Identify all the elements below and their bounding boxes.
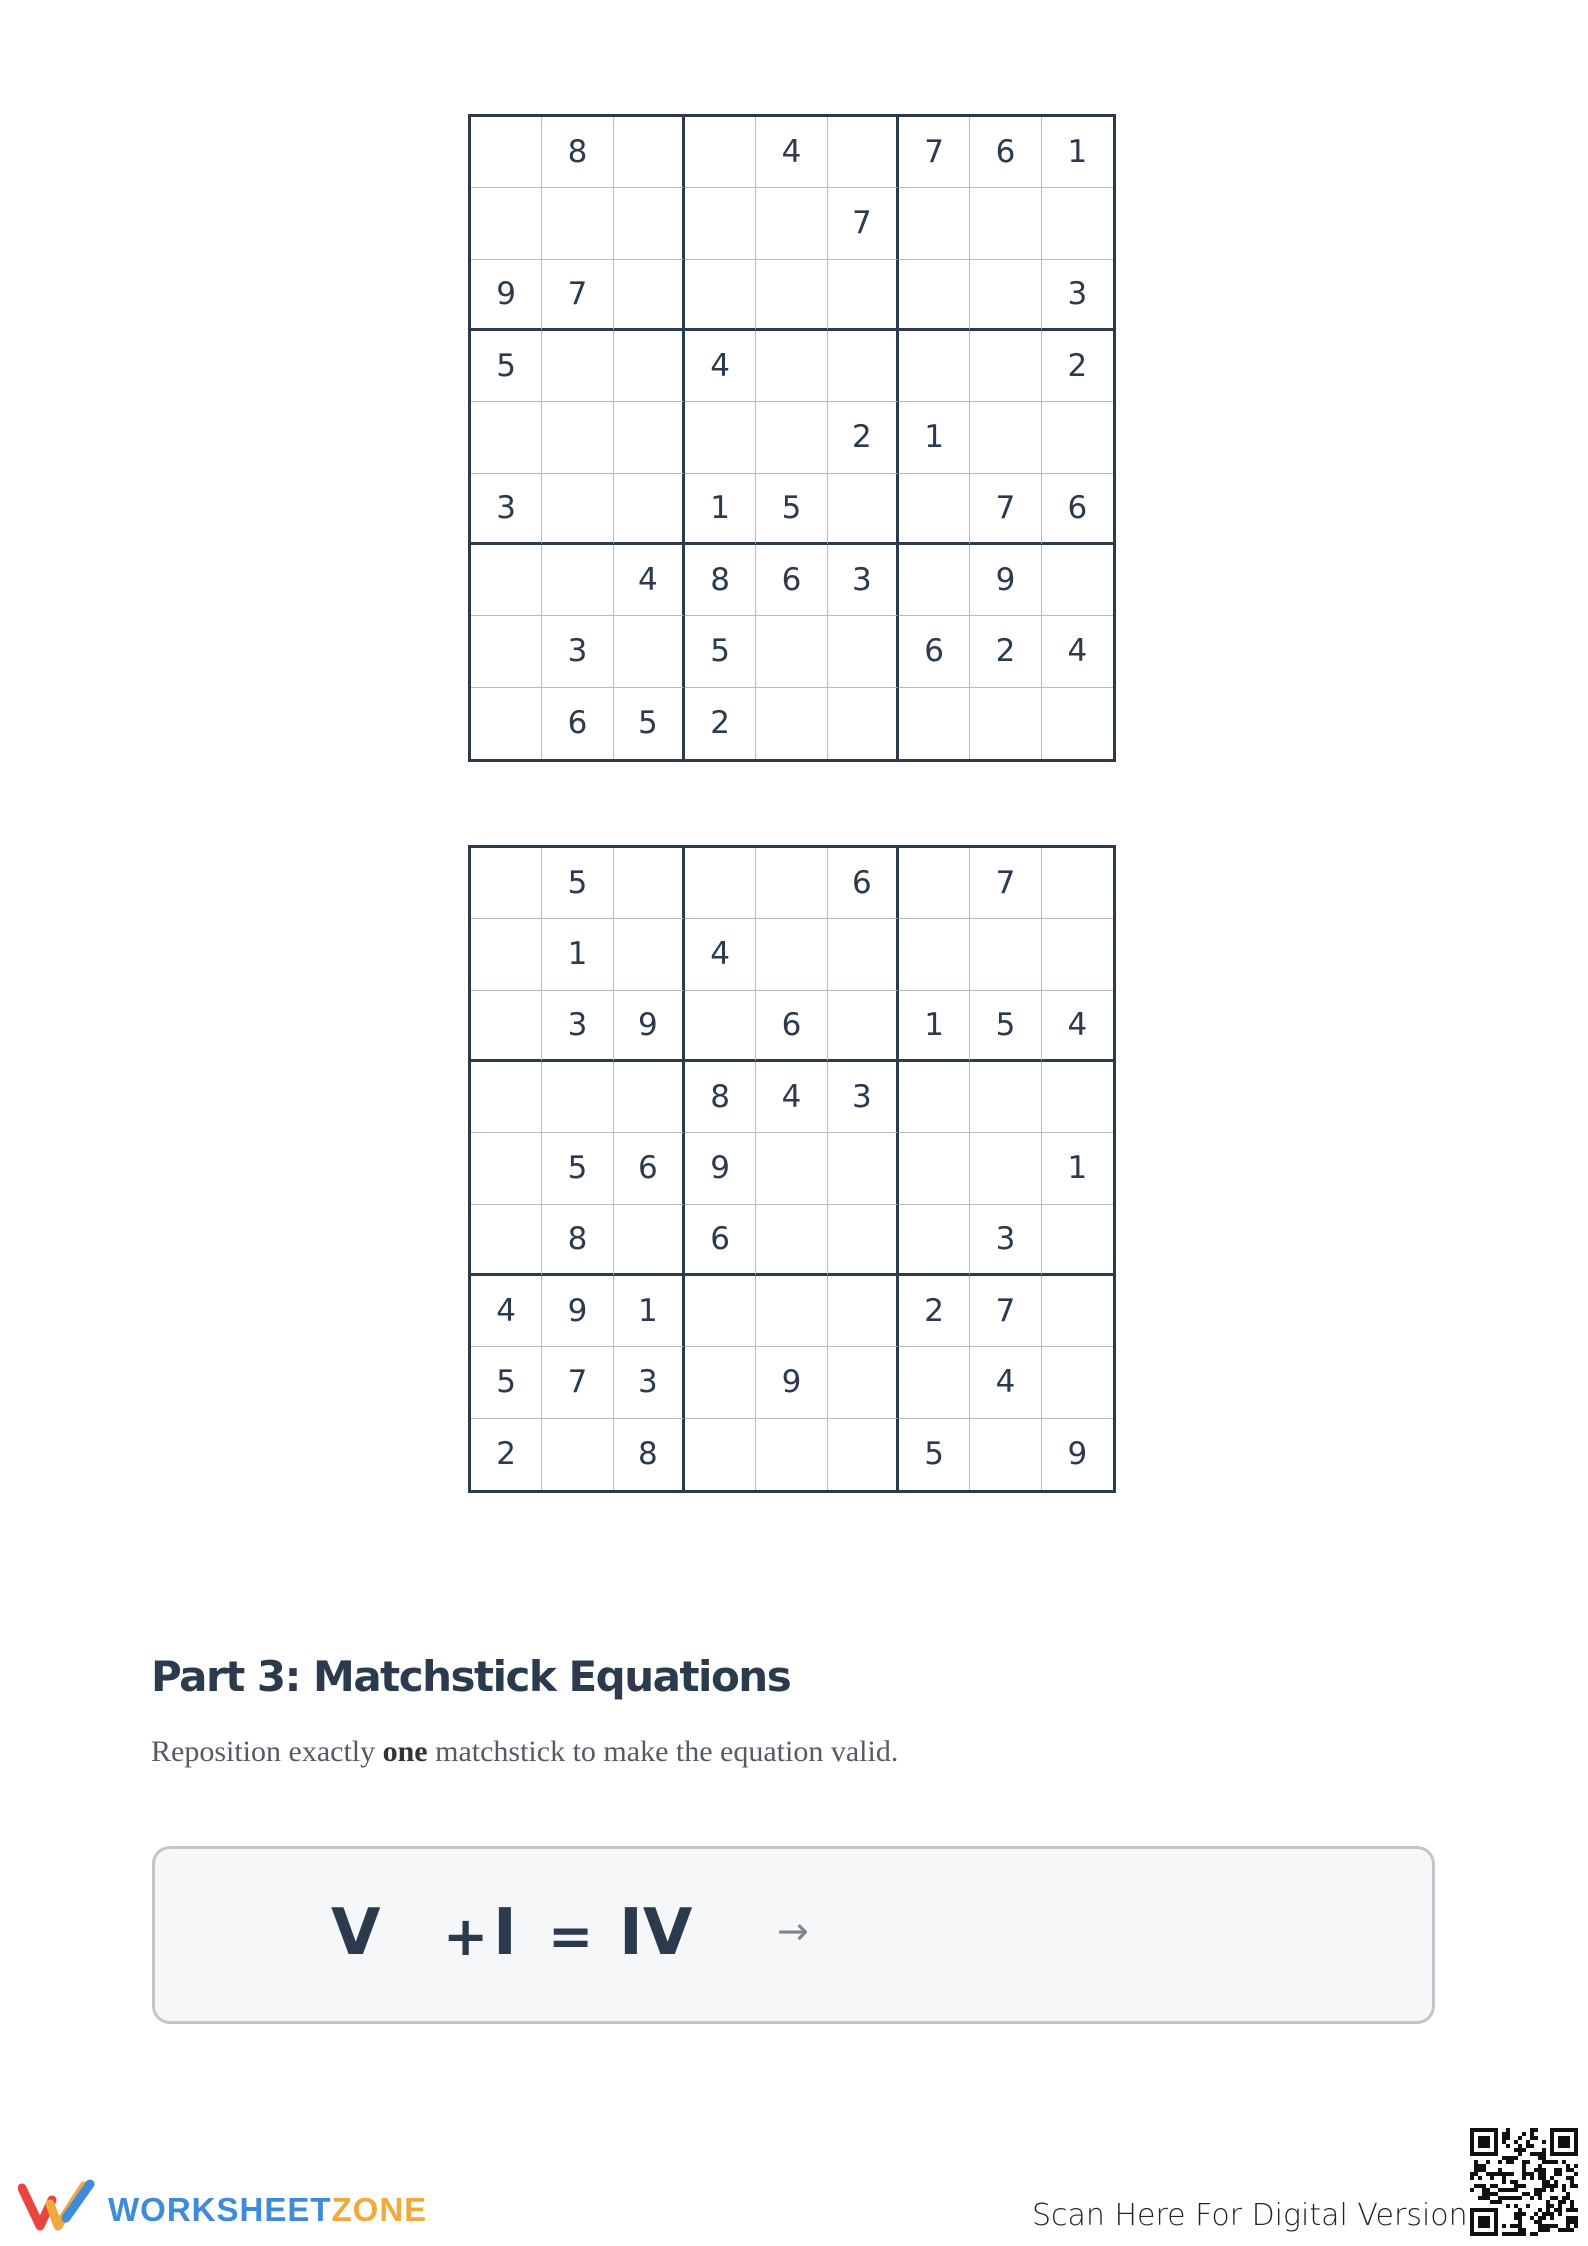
sudoku-cell: 3 (471, 474, 542, 545)
sudoku-cell[interactable] (899, 545, 970, 616)
sudoku-cell[interactable] (614, 402, 685, 473)
sudoku-cell: 9 (542, 1276, 613, 1347)
sudoku-cell[interactable] (1042, 1062, 1113, 1133)
sudoku-cell: 2 (970, 616, 1041, 687)
sudoku-cell: 7 (542, 1347, 613, 1418)
sudoku-cell[interactable] (828, 1347, 899, 1418)
sudoku-cell: 7 (970, 1276, 1041, 1347)
sudoku-cell: 1 (899, 402, 970, 473)
sudoku-cell[interactable] (828, 688, 899, 759)
equation-equals-sign: = (548, 1905, 594, 1968)
sudoku-cell[interactable] (828, 616, 899, 687)
sudoku-cell[interactable] (542, 474, 613, 545)
sudoku-cell[interactable] (828, 474, 899, 545)
sudoku-cell[interactable] (970, 1133, 1041, 1204)
sudoku-cell: 7 (899, 117, 970, 188)
sudoku-cell[interactable] (685, 260, 756, 331)
sudoku-cell: 7 (970, 474, 1041, 545)
sudoku-cell[interactable] (756, 260, 827, 331)
equation-box (152, 1846, 1435, 2024)
sudoku-cell: 9 (685, 1133, 756, 1204)
sudoku-cell[interactable] (685, 402, 756, 473)
instruction-part: Reposition exactly (151, 1735, 383, 1768)
sudoku-cell[interactable] (685, 1276, 756, 1347)
sudoku-cell: 9 (1067, 1436, 1088, 1473)
sudoku-cell[interactable] (614, 1205, 685, 1276)
sudoku-cell: 3 (828, 1062, 899, 1133)
sudoku-cell[interactable] (471, 117, 542, 188)
sudoku-cell[interactable] (756, 1419, 827, 1490)
sudoku-cell[interactable] (471, 991, 542, 1062)
sudoku-cell[interactable] (1042, 545, 1113, 616)
sudoku-cell: 2 (471, 1419, 542, 1490)
sudoku-cell: 6 (970, 117, 1041, 188)
sudoku-cell: 9 (614, 991, 685, 1062)
instruction-part: matchstick to make the equation valid. (427, 1735, 899, 1768)
sudoku-cell: 3 (542, 616, 613, 687)
sudoku-cell: 6 (828, 848, 899, 919)
sudoku-cell: 2 (1042, 331, 1113, 402)
sudoku-cell: 4 (970, 1347, 1041, 1418)
instruction-emphasis: one (382, 1735, 428, 1768)
sudoku-cell: 9 (970, 545, 1041, 616)
sudoku-cell[interactable] (828, 331, 899, 402)
equation-plus-sign: + (443, 1905, 489, 1968)
sudoku-cell[interactable] (828, 117, 899, 188)
sudoku-cell[interactable] (899, 688, 970, 759)
sudoku-cell[interactable] (542, 1062, 613, 1133)
sudoku-cell[interactable] (614, 474, 685, 545)
sudoku-cell: 8 (685, 1062, 756, 1133)
sudoku-cell: 4 (471, 1276, 542, 1347)
sudoku-cell: 9 (756, 1347, 827, 1418)
sudoku-cell: 6 (542, 688, 613, 759)
sudoku-cell[interactable] (1042, 402, 1113, 473)
sudoku-cell[interactable] (970, 188, 1041, 259)
sudoku-cell[interactable] (756, 188, 827, 259)
sudoku-cell: 6 (1042, 474, 1113, 545)
sudoku-cell[interactable] (756, 848, 827, 919)
sudoku-cell[interactable] (614, 260, 685, 331)
sudoku-cell[interactable] (828, 991, 899, 1062)
sudoku-cell: 1 (614, 1276, 685, 1347)
sudoku-cell: 9 (471, 260, 542, 331)
sudoku-cell[interactable] (1042, 1347, 1113, 1418)
sudoku-cell: 8 (614, 1419, 685, 1490)
sudoku-cell[interactable] (542, 1419, 613, 1490)
sudoku-cell: 8 (542, 1205, 613, 1276)
sudoku-cell[interactable] (970, 260, 1041, 331)
sudoku-cell[interactable] (614, 1062, 685, 1133)
sudoku-cell: 6 (614, 1133, 685, 1204)
sudoku-cell[interactable] (542, 545, 613, 616)
sudoku-cell: 1 (1042, 1133, 1113, 1204)
sudoku-cell[interactable] (685, 117, 756, 188)
sudoku-cell[interactable] (756, 688, 827, 759)
equation-result: IV (619, 1896, 693, 1970)
scan-instruction: Scan Here For Digital Version (1032, 2198, 1468, 2233)
sudoku-cell[interactable] (542, 188, 613, 259)
sudoku-cell: 6 (899, 616, 970, 687)
sudoku-cell[interactable] (471, 688, 542, 759)
sudoku-cell: 2 (828, 402, 899, 473)
sudoku-cell[interactable] (1042, 188, 1113, 259)
sudoku-cell[interactable] (899, 1062, 970, 1133)
sudoku-cell: 5 (899, 1419, 970, 1490)
sudoku-cell: 5 (542, 848, 613, 919)
sudoku-cell[interactable] (756, 616, 827, 687)
instruction-text (151, 1735, 898, 1769)
sudoku-cell[interactable] (614, 616, 685, 687)
sudoku-cell: 4 (685, 919, 756, 990)
sudoku-cell: 3 (542, 991, 613, 1062)
sudoku-cell[interactable] (471, 616, 542, 687)
sudoku-cell[interactable] (614, 188, 685, 259)
sudoku-cell: 1 (899, 991, 970, 1062)
sudoku-cell[interactable] (1042, 848, 1113, 919)
sudoku-cell[interactable] (471, 1205, 542, 1276)
sudoku-cell[interactable] (1042, 1205, 1113, 1276)
sudoku-cell[interactable] (899, 1347, 970, 1418)
equation-left-operand: V (331, 1896, 381, 1970)
sudoku-cell[interactable] (970, 402, 1041, 473)
sudoku-cell[interactable] (614, 331, 685, 402)
sudoku-cell: 5 (970, 991, 1041, 1062)
sudoku-cell[interactable] (970, 919, 1041, 990)
sudoku-cell[interactable] (970, 331, 1041, 402)
sudoku-cell: 5 (756, 474, 827, 545)
sudoku-cell: 3 (1042, 260, 1113, 331)
sudoku-cell[interactable] (471, 545, 542, 616)
sudoku-cell[interactable] (828, 919, 899, 990)
arrow-right-icon: → (777, 1909, 809, 1953)
sudoku-cell[interactable] (471, 1133, 542, 1204)
sudoku-cell[interactable] (471, 402, 542, 473)
sudoku-cell[interactable] (756, 1205, 827, 1276)
sudoku-cell[interactable] (756, 331, 827, 402)
sudoku-cell[interactable] (899, 919, 970, 990)
sudoku-cell[interactable] (899, 1205, 970, 1276)
sudoku-cell[interactable] (756, 1276, 827, 1347)
sudoku-cell[interactable] (899, 188, 970, 259)
sudoku-cell: 5 (685, 616, 756, 687)
sudoku-cell: 3 (614, 1347, 685, 1418)
sudoku-cell[interactable] (828, 1205, 899, 1276)
sudoku-cell: 2 (899, 1276, 970, 1347)
sudoku-cell[interactable] (828, 1133, 899, 1204)
sudoku-cell[interactable] (899, 474, 970, 545)
section-title: Part 3: Matchstick Equations (151, 1652, 791, 1701)
sudoku-cell: 6 (685, 1205, 756, 1276)
sudoku-cell: 5 (614, 688, 685, 759)
sudoku-cell[interactable] (756, 402, 827, 473)
sudoku-cell[interactable] (614, 919, 685, 990)
sudoku-cell: 5 (542, 1133, 613, 1204)
brand-name-part: ZONE (331, 2191, 428, 2228)
sudoku-cell: 4 (756, 1062, 827, 1133)
sudoku-cell[interactable] (614, 117, 685, 188)
sudoku-cell: 7 (828, 188, 899, 259)
sudoku-cell[interactable] (899, 1133, 970, 1204)
sudoku-cell: 7 (970, 848, 1041, 919)
sudoku-cell: 7 (542, 260, 613, 331)
sudoku-cell[interactable] (899, 848, 970, 919)
sudoku-cell: 6 (756, 991, 827, 1062)
sudoku-cell: 4 (685, 331, 756, 402)
sudoku-cell[interactable] (970, 1062, 1041, 1133)
sudoku-cell[interactable] (471, 848, 542, 919)
sudoku-cell[interactable] (899, 331, 970, 402)
sudoku-cell: 8 (685, 545, 756, 616)
sudoku-cell: 5 (471, 1347, 542, 1418)
sudoku-cell[interactable] (685, 1419, 756, 1490)
sudoku-cell[interactable] (685, 188, 756, 259)
sudoku-cell[interactable] (828, 260, 899, 331)
brand-name (108, 2191, 427, 2229)
sudoku-cell: 5 (471, 331, 542, 402)
equation-right-operand: I (493, 1896, 517, 1970)
sudoku-cell[interactable] (899, 260, 970, 331)
sudoku-cell[interactable] (756, 1133, 827, 1204)
sudoku-cell: 2 (685, 688, 756, 759)
sudoku-cell[interactable] (1042, 1276, 1113, 1347)
sudoku-cell[interactable] (1042, 688, 1113, 759)
sudoku-cell: 4 (1042, 616, 1113, 687)
sudoku-cell[interactable] (471, 188, 542, 259)
sudoku-cell: 3 (828, 545, 899, 616)
sudoku-cell[interactable] (685, 991, 756, 1062)
sudoku-cell: 8 (542, 117, 613, 188)
sudoku-cell: 4 (1042, 991, 1113, 1062)
sudoku-cell[interactable] (614, 848, 685, 919)
sudoku-cell: 4 (614, 545, 685, 616)
sudoku-cell[interactable] (542, 331, 613, 402)
sudoku-cell[interactable] (1042, 919, 1113, 990)
sudoku-grid-1 (468, 114, 1116, 762)
sudoku-cell[interactable] (471, 1062, 542, 1133)
sudoku-cell: 1 (542, 919, 613, 990)
sudoku-cell[interactable] (970, 1419, 1041, 1490)
sudoku-cell[interactable] (471, 919, 542, 990)
sudoku-cell: 1 (1042, 117, 1113, 188)
sudoku-cell[interactable] (685, 848, 756, 919)
sudoku-grid-2 (468, 845, 1116, 1493)
qr-code-icon[interactable] (1470, 2128, 1578, 2236)
sudoku-cell: 4 (756, 117, 827, 188)
sudoku-cell[interactable] (542, 402, 613, 473)
sudoku-cell: 6 (756, 545, 827, 616)
sudoku-cell[interactable] (828, 1276, 899, 1347)
sudoku-cell: 3 (970, 1205, 1041, 1276)
sudoku-cell[interactable] (970, 688, 1041, 759)
sudoku-cell: 1 (685, 474, 756, 545)
brand-name-part: WORKSHEET (108, 2191, 332, 2228)
sudoku-cell[interactable] (756, 919, 827, 990)
sudoku-cell[interactable] (685, 1347, 756, 1418)
sudoku-cell[interactable] (828, 1419, 899, 1490)
